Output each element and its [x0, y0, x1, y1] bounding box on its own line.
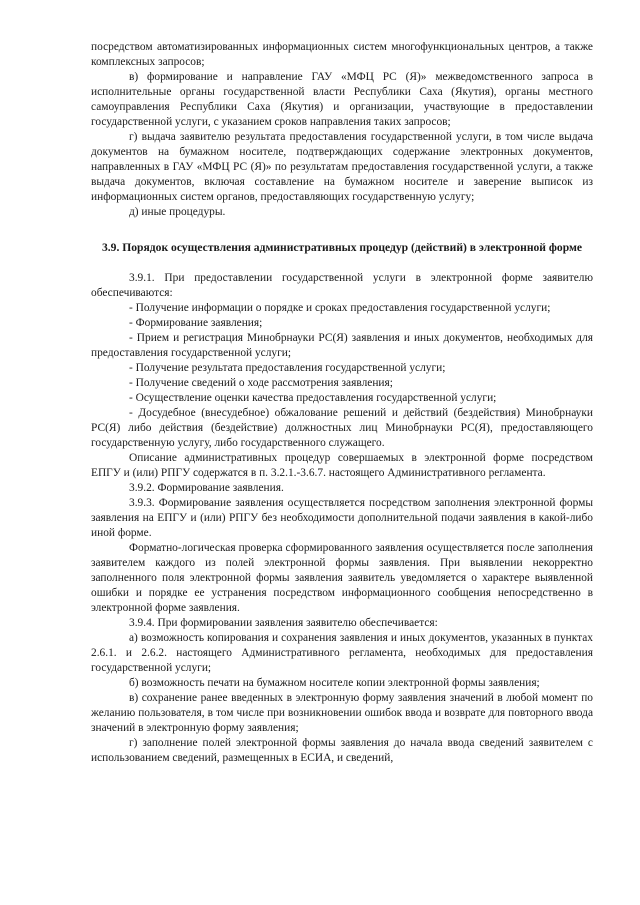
list-item: - Досудебное (внесудебное) обжалование решений и действий (бездействия) Минобрнауки РС(Я) либо действия (бездействие) должностных лиц Минобрнауки РС(Я), предоставляющего государственную услугу, либо государственного служащего. — [91, 407, 593, 449]
paragraph: г) заполнение полей электронной формы заявления до начала ввода сведений заявителем с использованием сведений, размещенных в ЕСИА, и сведений, — [91, 737, 593, 764]
document-page — [91, 40, 593, 766]
paragraph: д) иные процедуры. — [129, 206, 226, 218]
paragraph: а) возможность копирования и сохранения заявления и иных документов, указанных в пунктах 2.6.1. и 2.6.2. настоящего Административного регламента, необходимых для предоставления государственной услуги; — [91, 632, 593, 674]
list-item: - Формирование заявления; — [129, 317, 263, 329]
paragraph: в) сохранение ранее введенных в электронную форму заявления значений в любой момент по желанию пользователя, в том числе при возникновении ошибок ввода и возврате для повторного ввода значений в электронную форму заявления; — [91, 692, 593, 734]
list-item: - Прием и регистрация Минобрнауки РС(Я) заявления и иных документов, необходимых для предоставления государственной услуги; — [91, 332, 593, 359]
paragraph: 3.9.4. При формировании заявления заявителю обеспечивается: — [129, 617, 438, 629]
list-item: - Получение сведений о ходе рассмотрения заявления; — [129, 377, 393, 389]
section-heading: 3.9. Порядок осуществления административных процедур (действий) в электронной форме — [101, 241, 583, 254]
paragraph: посредством автоматизированных информационных систем многофункциональных центров, а также комплексных запросов; — [91, 41, 593, 68]
list-item: - Осуществление оценки качества предоставления государственной услуги; — [129, 392, 497, 404]
paragraph: г) выдача заявителю результата предоставления государственной услуги, в том числе выдача документов на бумажном носителе, подтверждающих содержание электронных документов, направленных в ГАУ «МФЦ РС (Я)» по результатам предоставления государственной услуги, а также выдача документов, включая составление на бумажном носителе и заверение выписок из информационных систем органов, предоставляющих государственную услугу; — [91, 131, 593, 203]
paragraph: б) возможность печати на бумажном носителе копии электронной формы заявления; — [129, 677, 540, 689]
paragraph: Описание административных процедур совершаемых в электронной форме посредством ЕПГУ и (или) РПГУ содержатся в п. 3.2.1.-3.6.7. настоящего Административного регламента. — [91, 452, 593, 479]
paragraph: 3.9.2. Формирование заявления. — [129, 482, 284, 494]
paragraph: 3.9.1. При предоставлении государственной услуги в электронной форме заявителю обеспечиваются: — [91, 272, 593, 299]
list-item: - Получение результата предоставления государственной услуги; — [129, 362, 446, 374]
list-item: - Получение информации о порядке и сроках предоставления государственной услуги; — [129, 302, 551, 314]
paragraph: в) формирование и направление ГАУ «МФЦ РС (Я)» межведомственного запроса в исполнительные органы государственной власти Республики Саха (Якутия), органы местного самоуправления Республики Саха (Якутия) и организации, участвующие в предоставлении государственной услуги, с указанием сроков направления таких запросов; — [91, 71, 593, 128]
paragraph: Форматно-логическая проверка сформированного заявления осуществляется после заполнения заявителем каждого из полей электронной формы заявления. При выявлении некорректно заполненного поля электронной формы заявления заявитель уведомляется о характере выявленной ошибки и порядке ее устранения посредством информационного сообщения непосредственно в электронной форме заявления. — [91, 542, 593, 614]
paragraph: 3.9.3. Формирование заявления осуществляется посредством заполнения электронной формы заявления на ЕПГУ и (или) РПГУ без необходимости дополнительной подачи заявления в какой-либо иной форме. — [91, 497, 593, 539]
